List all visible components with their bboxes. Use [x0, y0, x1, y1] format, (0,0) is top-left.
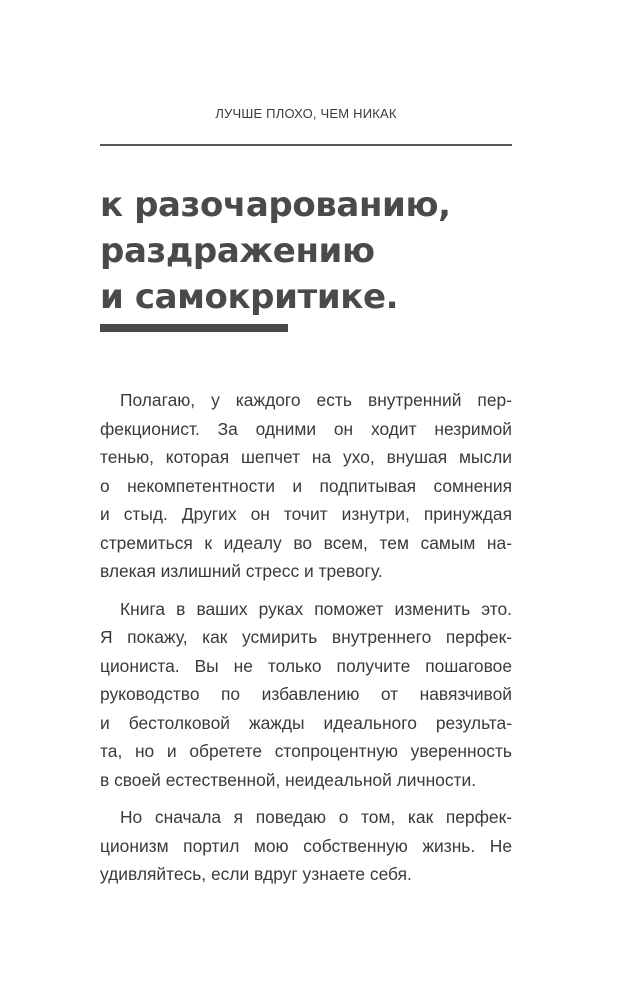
text-line: Полагаю, у каждого есть внутренний пер- — [120, 390, 512, 410]
header-rule — [100, 144, 512, 146]
paragraph-gap — [100, 794, 512, 803]
body-text — [100, 386, 512, 889]
chapter-heading — [100, 182, 520, 320]
text-line: стремиться к идеалу во всем, тем самым на- — [100, 532, 512, 553]
text-line: и стыд. Других он точит изнутри, принуждая — [100, 504, 512, 524]
paragraph — [100, 803, 512, 889]
text-line: циониста. Вы не только получите пошаговое — [100, 655, 512, 676]
heading-accent-bar — [100, 324, 288, 332]
text-line: Книга в ваших руках поможет изменить это. — [120, 598, 512, 619]
text-line: руководство по избавлению от навязчивой — [100, 684, 512, 704]
text-line: удивляйтесь, если вдруг узнаете себя. — [100, 864, 412, 884]
paragraph — [100, 386, 512, 586]
text-line: и бестолковой жажды идеального результа- — [100, 712, 512, 733]
heading-line: к разочарованию, — [100, 185, 451, 225]
text-line: в своей естественной, неидеальной личности. — [100, 769, 477, 790]
text-line: ционизм портил мою собственную жизнь. Не — [100, 835, 512, 856]
paragraph — [100, 595, 512, 795]
paragraph-gap — [100, 586, 512, 595]
running-head: ЛУЧШЕ ПЛОХО, ЧЕМ НИКАК — [215, 106, 397, 121]
text-line: Я покажу, как усмирить внутреннего перфек- — [100, 627, 512, 647]
heading-line: раздражению — [100, 231, 375, 271]
text-line: фекционист. За одними он ходит незримой — [100, 418, 512, 439]
text-line: та, но и обретете стопроцентную уверенность — [100, 741, 512, 761]
text-line: влекая излишний стресс и тревогу. — [100, 561, 383, 581]
text-line: тенью, которая шепчет на ухо, внушая мысли — [100, 447, 512, 467]
heading-line: и самокритике. — [100, 277, 399, 317]
text-line: Но сначала я поведаю о том, как перфек- — [120, 807, 512, 827]
text-line: о некомпетентности и подпитывая сомнения — [100, 475, 512, 496]
